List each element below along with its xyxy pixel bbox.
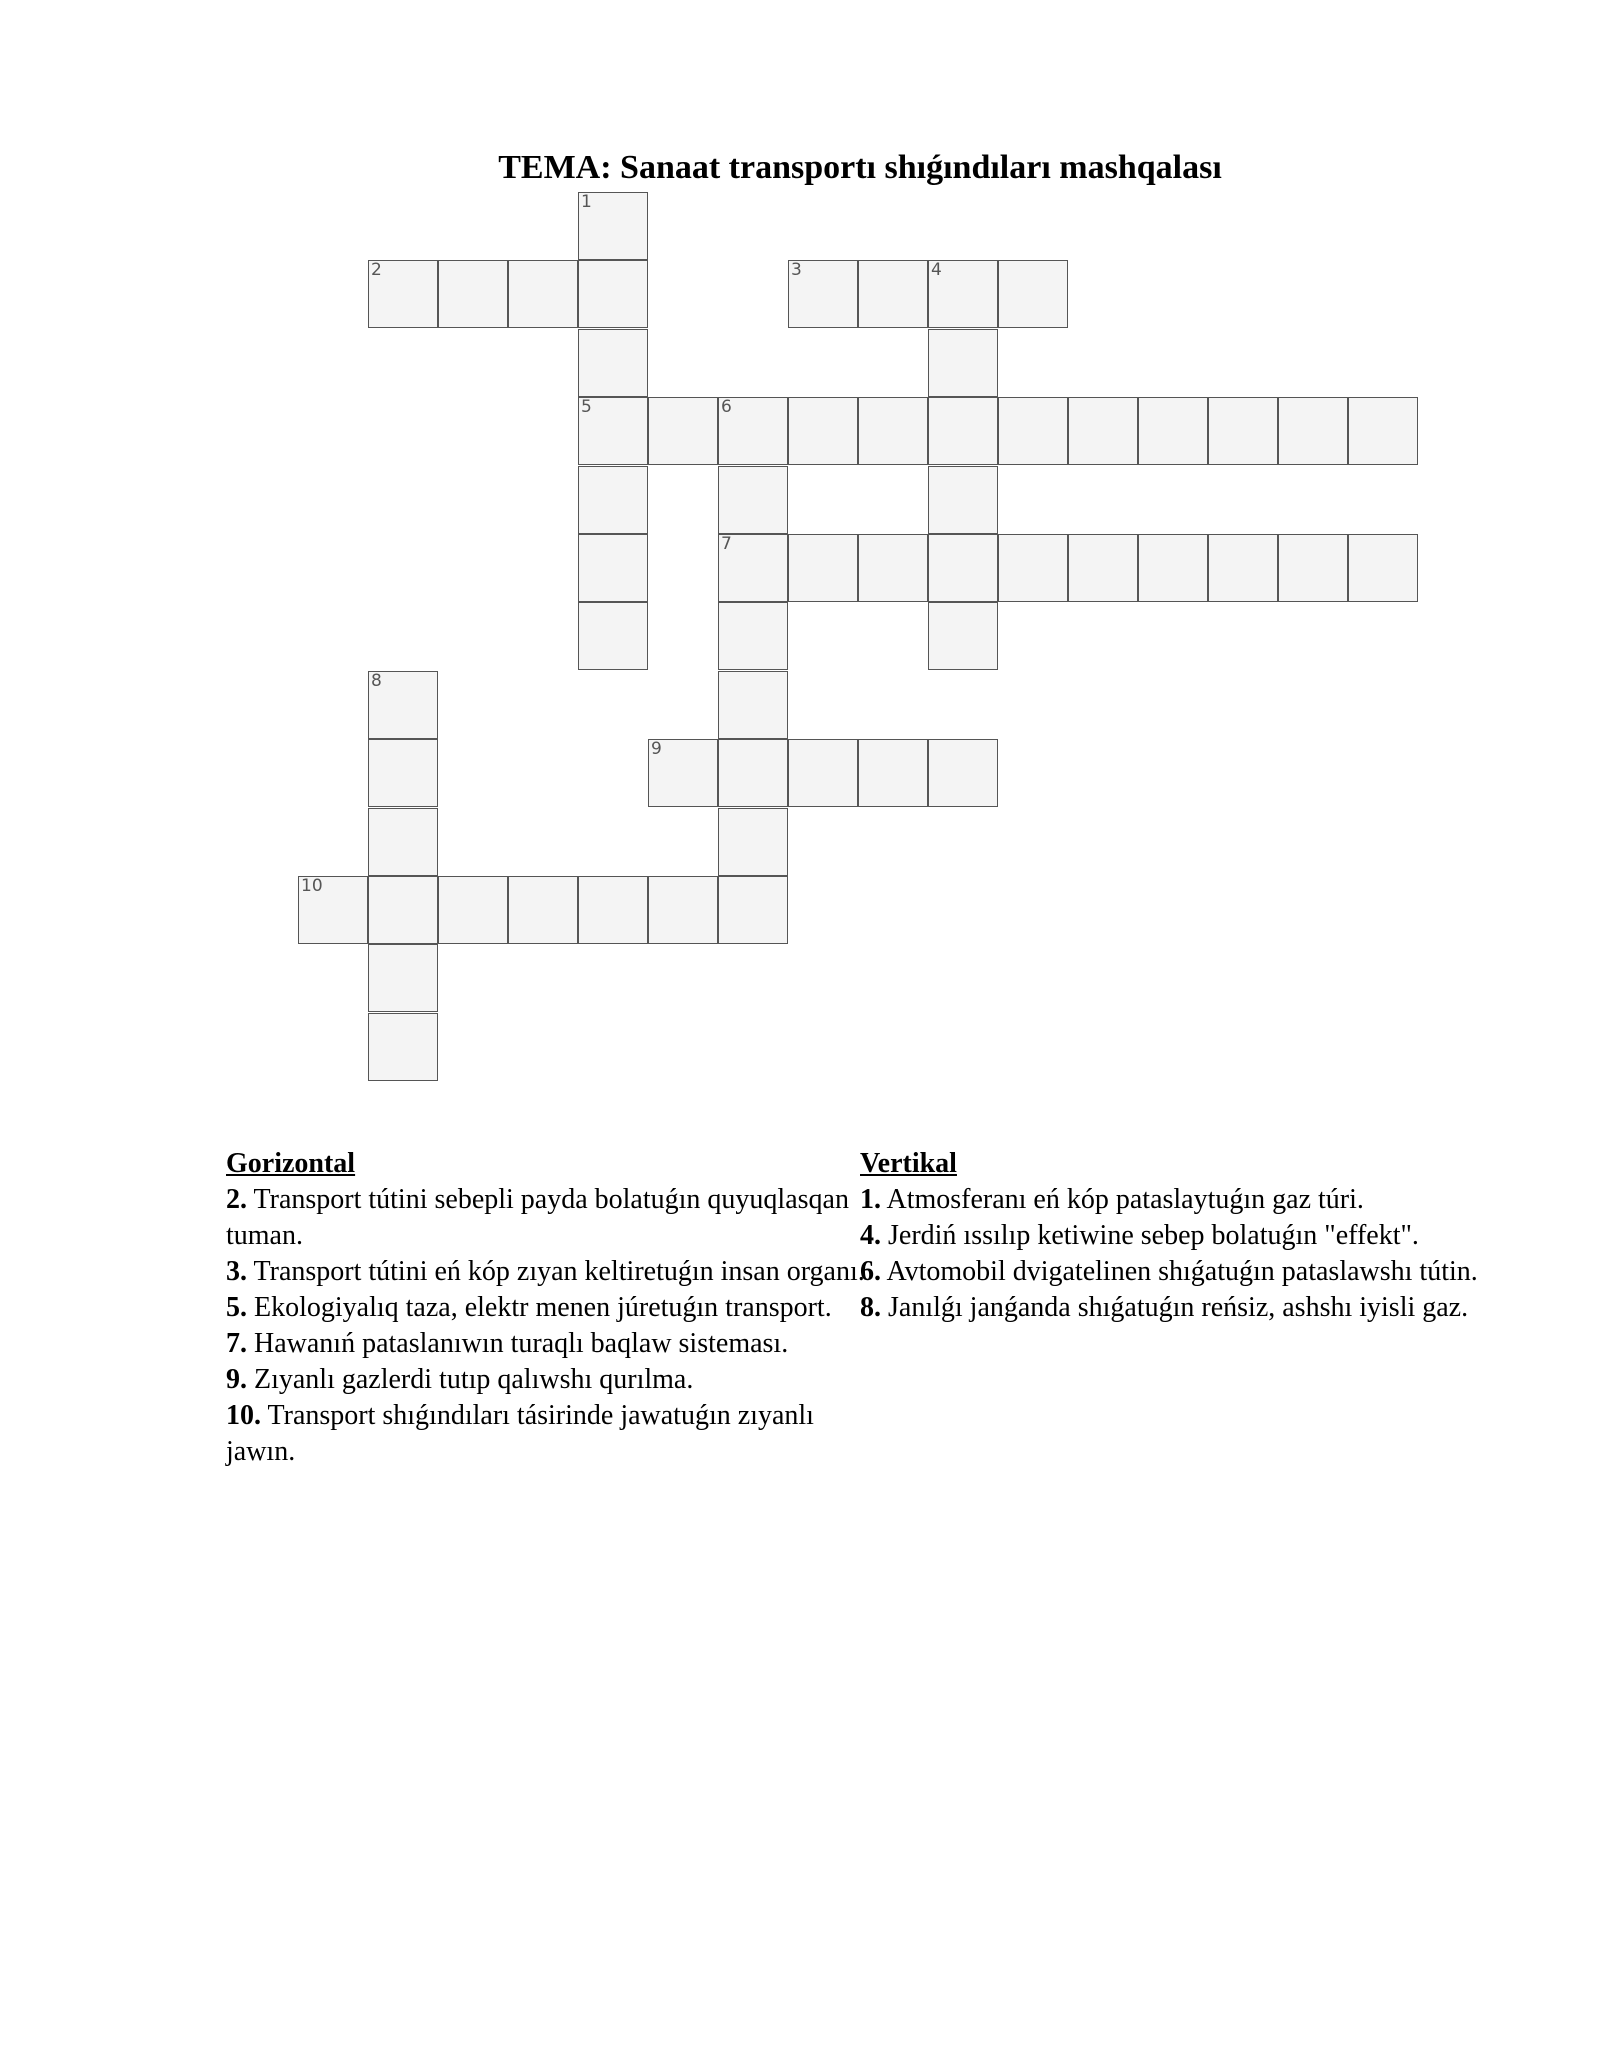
clue-across-3: 3. Transport tútini eń kóp zıyan keltiretuǵın insan organı. (226, 1256, 865, 1287)
clue-down-1: 1. Atmosferanı eń kóp pataslaytuǵın gaz túri. (860, 1184, 1364, 1215)
grid-cell (1138, 397, 1208, 465)
grid-cell (368, 808, 438, 876)
grid-cell (648, 876, 718, 944)
grid-cell (998, 260, 1068, 328)
grid-cell (718, 602, 788, 670)
grid-cell (1208, 534, 1278, 602)
grid-cell (578, 329, 648, 397)
across-heading: Gorizontal (226, 1148, 356, 1179)
grid-cell (508, 260, 578, 328)
grid-cell (928, 329, 998, 397)
grid-cell (1068, 397, 1138, 465)
clue-number: 9 (651, 739, 662, 760)
grid-cell (1348, 397, 1418, 465)
grid-cell (718, 808, 788, 876)
grid-cell (578, 602, 648, 670)
grid-cell (788, 397, 858, 465)
grid-cell (368, 739, 438, 807)
grid-cell (788, 260, 858, 328)
grid-cell (928, 534, 998, 602)
grid-cell (368, 260, 438, 328)
down-clues (860, 1146, 1510, 1326)
grid-cell (928, 397, 998, 465)
clue-across-2: 2. Transport tútini sebepli payda bolatuǵın quyuqlasqan tuman. (226, 1184, 849, 1251)
grid-cell (858, 739, 928, 807)
grid-cell (1348, 534, 1418, 602)
grid-cell (928, 260, 998, 328)
clue-number: 4 (931, 260, 942, 281)
clue-number: 5 (581, 397, 592, 418)
grid-cell (578, 397, 648, 465)
grid-cell (998, 534, 1068, 602)
clue-across-7: 7. Hawanıń pataslanıwın turaqlı baqlaw sisteması. (226, 1328, 789, 1359)
grid-cell (1208, 397, 1278, 465)
clue-down-8: 8. Janılǵı janǵanda shıǵatuǵın reńsiz, ashshı iyisli gaz. (860, 1292, 1469, 1323)
grid-cell (928, 602, 998, 670)
grid-cell (578, 260, 648, 328)
clue-number: 1 (581, 192, 592, 212)
grid-cell (858, 260, 928, 328)
grid-cell (718, 534, 788, 602)
grid-cell (718, 466, 788, 534)
grid-cell (788, 534, 858, 602)
grid-cell (1278, 534, 1348, 602)
grid-cell (648, 397, 718, 465)
grid-cell (298, 876, 368, 944)
grid-cell (578, 192, 648, 260)
grid-cell (508, 876, 578, 944)
grid-cell (718, 671, 788, 739)
grid-cell (858, 534, 928, 602)
grid-cell (718, 739, 788, 807)
grid-cell (368, 876, 438, 944)
grid-cell (578, 466, 648, 534)
clue-number: 2 (371, 260, 382, 281)
clue-number: 3 (791, 260, 802, 281)
grid-cell (1278, 397, 1348, 465)
grid-cell (368, 1013, 438, 1081)
grid-cell (788, 739, 858, 807)
grid-cell (648, 739, 718, 807)
grid-cell (928, 466, 998, 534)
grid-cell (1138, 534, 1208, 602)
grid-cell (438, 876, 508, 944)
clue-number: 7 (721, 534, 732, 554)
grid-cell (368, 671, 438, 739)
clue-across-9: 9. Zıyanlı gazlerdi tutıp qalıwshı qurılma. (226, 1364, 694, 1395)
across-clues (226, 1146, 866, 1470)
page-title: TEMA: Sanaat transportı shıǵındıları mashqalası (498, 149, 1222, 186)
grid-cell (1068, 534, 1138, 602)
grid-cell (858, 397, 928, 465)
grid-cell (368, 944, 438, 1012)
clue-down-6: 6. Avtomobil dvigatelinen shıǵatuǵın pataslawshı tútin. (860, 1256, 1478, 1287)
down-heading: Vertikal (860, 1148, 957, 1179)
grid-cell (578, 876, 648, 944)
clue-number: 10 (301, 876, 323, 896)
clue-number: 8 (371, 670, 382, 691)
grid-cell (998, 397, 1068, 465)
grid-cell (928, 739, 998, 807)
clue-across-10: 10. Transport shıǵındıları tásirinde jawatuǵın zıyanlı jawın. (226, 1400, 814, 1467)
grid-cell (718, 397, 788, 465)
clue-down-4: 4. Jerdiń ıssılıp ketiwine sebep bolatuǵın "effekt". (860, 1220, 1419, 1251)
clue-number: 6 (721, 397, 732, 418)
clue-across-5: 5. Ekologiyalıq taza, elektr menen júretuǵın transport. (226, 1292, 832, 1323)
grid-cell (718, 876, 788, 944)
grid-cell (578, 534, 648, 602)
grid-cell (438, 260, 508, 328)
